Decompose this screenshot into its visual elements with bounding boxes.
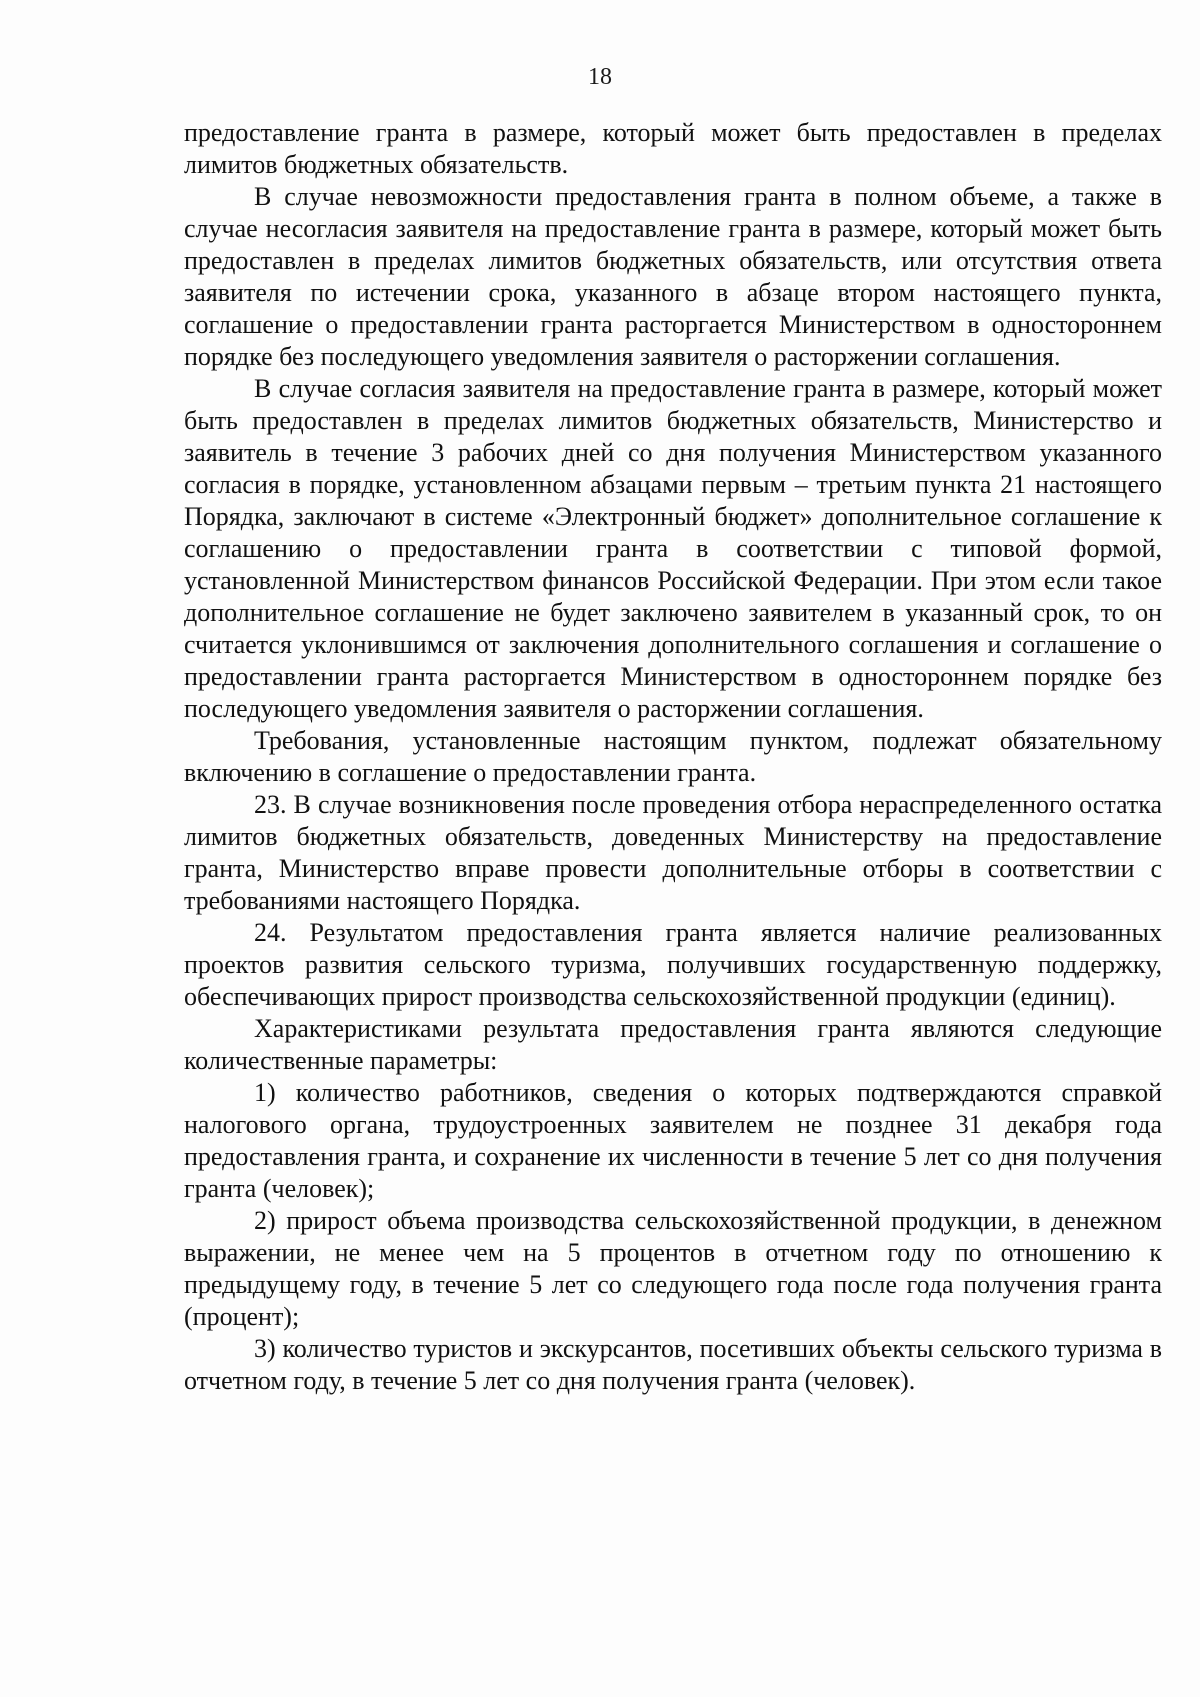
- paragraph: Характеристиками результата предоставления гранта являются следующие количественные параметры:: [184, 1014, 1162, 1075]
- paragraph-item-23: 23. В случае возникновения после проведения отбора нераспределенного остатка лимитов бюджетных обязательств, доведенных Министерству на предоставление гранта, Министерство вправе провести дополнительные отборы в соответствии с требованиями настоящего Порядка.: [184, 790, 1162, 915]
- list-item: 3) количество туристов и экскурсантов, посетивших объекты сельского туризма в отчетном году, в течение 5 лет со дня получения гранта (человек).: [184, 1334, 1162, 1395]
- list-item: 2) прирост объема производства сельскохозяйственной продукции, в денежном выражении, не менее чем на 5 процентов в отчетном году по отношению к предыдущему году, в течение 5 лет со следующего года после года получения гранта (процент);: [184, 1206, 1162, 1331]
- paragraph: В случае невозможности предоставления гранта в полном объеме, а также в случае несогласия заявителя на предоставление гранта в размере, который может быть предоставлен в пределах лимитов бюджетных обязательств, или отсутствия ответа заявителя по истечении срока, указанного в абзаце втором настоящего пункта, соглашение о предоставлении гранта расторгается Министерством в одностороннем порядке без последующего уведомления заявителя о расторжении соглашения.: [184, 182, 1162, 371]
- document-body: [184, 117, 1162, 1397]
- list-item: 1) количество работников, сведения о которых подтверждаются справкой налогового органа, трудоустроенных заявителем не позднее 31 декабря года предоставления гранта, и сохранение их численности в течение 5 лет со дня получения гранта (человек);: [184, 1078, 1162, 1203]
- paragraph: В случае согласия заявителя на предоставление гранта в размере, который может быть предоставлен в пределах лимитов бюджетных обязательств, Министерство и заявитель в течение 3 рабочих дней со дня получения Министерством указанного согласия в порядке, установленном абзацами первым – третьим пункта 21 настоящего Порядка, заключают в системе «Электронный бюджет» дополнительное соглашение к соглашению о предоставлении гранта в соответствии с типовой формой, установленной Министерством финансов Российской Федерации. При этом если такое дополнительное соглашение не будет заключено заявителем в указанный срок, то он считается уклонившимся от заключения дополнительного соглашения и соглашение о предоставлении гранта расторгается Министерством в одностороннем порядке без последующего уведомления заявителя о расторжении соглашения.: [184, 374, 1162, 723]
- paragraph: Требования, установленные настоящим пунктом, подлежат обязательному включению в соглашение о предоставлении гранта.: [184, 726, 1162, 787]
- page-number: 18: [588, 64, 612, 90]
- paragraph-continuation: предоставление гранта в размере, который может быть предоставлен в пределах лимитов бюджетных обязательств.: [184, 118, 1162, 179]
- paragraph-item-24: 24. Результатом предоставления гранта является наличие реализованных проектов развития сельского туризма, получивших государственную поддержку, обеспечивающих прирост производства сельскохозяйственной продукции (единиц).: [184, 918, 1162, 1011]
